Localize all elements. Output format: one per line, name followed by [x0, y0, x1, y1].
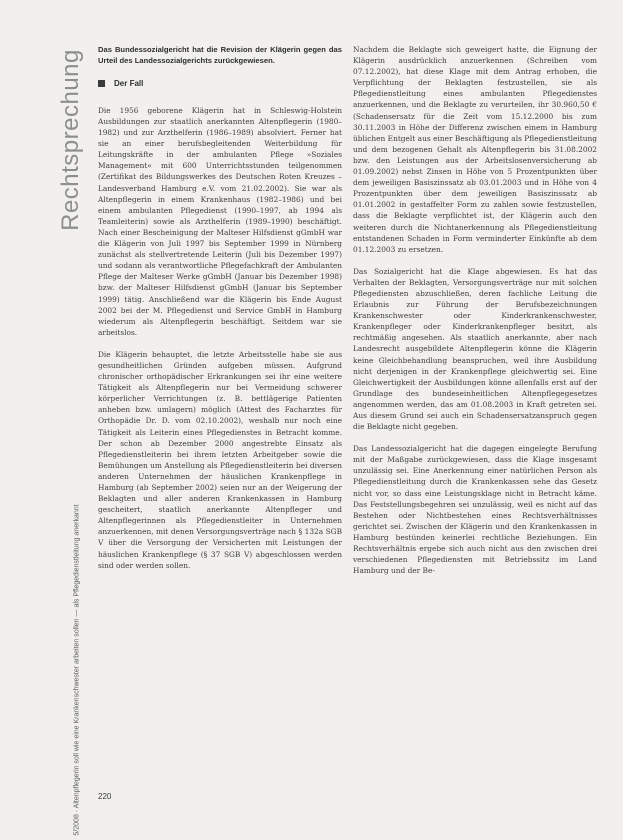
body-paragraph: Das Sozialgericht hat die Klage abgewiesen. Es hat das Verhalten der Beklagten, Versorgungsverträge nur mit solchen Pflegediensten abzuschließen, deren fachliche Leitung die Erlaubnis zur Führung der Berufsbezeichnungen Krankenschwester oder Kinderkrankenschwester, Krankenpfleger oder Kinderkrankenpfleger besitzt, als rechtmäßig angesehen. Als staatlich anerkannte, aber nach Landesrecht ausgebildete Altenpflegerin könne die Klägerin keine Gleichbehandlung beanspruchen, weil ihre Ausbildung nicht derjenigen in der Krankenpflege gleichwertig sei. Eine Gleichwertigkeit der Ausbildungen könne allenfalls erst auf der Grundlage des bundeseinheitlichen Altenpflegegesetzes angenommen werden, das am 01.08.2003 in Kraft getreten sei. Aus diesem Grund sei auch ein Schadensersatzanspruch gegen die Beklagte nicht gegeben.	[353, 266, 597, 432]
section-heading-text: Der Fall	[114, 78, 144, 88]
running-footer	[70, 500, 84, 840]
section-heading	[98, 78, 342, 89]
lead-paragraph: Das Bundessozialgericht hat die Revision der Klägerin gegen das Urteil des Landessozialgerichts zurückgewiesen.	[98, 45, 342, 66]
page-number: 220	[98, 792, 112, 801]
left-column	[98, 44, 342, 582]
body-paragraph: Das Landessozialgericht hat die dagegen eingelegte Berufung mit der Maßgabe zurückgewiesen, dass die Klage insgesamt unzulässig sei. Eine Anerkennung einer natürlichen Person als Pflegedienstleitung durch die Krankenkassen sehe das Gesetz nicht vor, so dass eine Leistungsklage nicht in Betracht käme. Das Feststellungsbegehren sei unzulässig, weil es nicht auf das Bestehen oder Nichtbestehen eines Rechtsverhältnisses gerichtet sei. Zwischen der Klägerin und den Krankenkassen in Hamburg bestünden keinerlei rechtliche Beziehungen. Ein Rechtsverhältnis ergebe sich auch nicht aus den zwischen drei verschiedenen Pflegediensten mit Betriebssitz im Land Hamburg und der Be-	[353, 444, 597, 576]
body-paragraph: Die 1956 geborene Klägerin hat in Schleswig-Holstein Ausbildungen zur staatlich anerkannten Altenpflegerin (1980–1982) und zur Arzthelferin (1986–1989) absolviert. Ferner hat sie an einer berufsbegleitenden Weiterbildung für Leitungskräfte in der ambulanten Pflege »Soziales Management« mit 600 Unterrichtsstunden teilgenommen (Zertifikat des Bildungswerkes des Deutschen Roten Kreuzes – Landesverband Hamburg e.V. vom 21.02.2002). Sie war als Altenpflegerin in einem Krankenhaus (1982–1986) und bei einem ambulanten Pflegedienst (1990–1997, ab 1994 als Teamleiterin) sowie als Arzthelferin (1989–1990) beschäftigt. Nach einer Bescheinigung der Malteser Hilfsdienst gGmbH war die Klägerin von Juli 1997 bis September 1999 in Nürnberg zunächst als stellvertretende Leiterin (Juli bis Dezember 1997) und sodann als verantwortliche Pflegefachkraft der Ambulanten Pflege der Malteser Werke gGmbH (Januar bis Dezember 1998) bzw. der Malteser Hilfsdienst gGmbH (Januar bis September 1999) tätig. Anschließend war die Klägerin bis Ende August 2002 bei der M. Pflegedienst und Service GmbH in Hamburg wiederum als Altenpflegerin beschäftigt. Seitdem war sie arbeitslos.	[98, 105, 342, 337]
right-column	[353, 44, 597, 587]
body-paragraph: Nachdem die Beklagte sich geweigert hatte, die Eignung der Klägerin ausdrücklich anzuerkennen (Schreiben vom 07.12.2002), hat diese Klage mit dem Antrag erhoben, die Verpflichtung der Beklagten festzustellen, sie als Pflegedienstleitung eines ambulanten Pflegedienstes anzuerkennen, und die Beklagte zu verurteilen, ihr 30.960,50 € (Schadensersatz für die Zeit vom 15.12.2000 bis zum 30.11.2003 in Höhe der Differenz zwischen einem in Hamburg üblichen Entgelt aus einer Beschäftigung als Pflegedienstleitung und dem bezogenen Gehalt als Altenpflegerin bis 31.08.2002 bzw. den Leistungen aus der Arbeitslosenversicherung ab 01.09.2002) nebst Zinsen in Höhe von 5 Prozentpunkten über dem jeweiligen Basiszinssatz ab 03.01.2003 und in Höhe von 4 Prozentpunkten über dem jeweiligen Basiszinssatz ab 01.01.2002 in gestaffelter Form zu zahlen sowie festzustellen, dass die Beklagte verpflichtet ist, der Klägerin auch den weiteren durch die Nichtanerkennung als Pflegedienstleitung entstandenen Schaden in Form verminderter Einkünfte ab dem 01.12.2003 zu ersetzen.	[353, 45, 597, 254]
running-footer-text: 5/2008 · Altenpflegerin soll wie eine Krankenschwester arbeiten sollen — als Pflegedienstleitung anerkannt	[73, 504, 81, 836]
square-bullet-icon	[98, 80, 105, 87]
body-paragraph: Die Klägerin behauptet, die letzte Arbeitsstelle habe sie aus gesundheitlichen Gründen aufgeben müssen. Aufgrund chronischer orthopädischer Erkrankungen sei ihr eine weitere Tätigkeit als Altenpflegerin nur bei Vermeidung schwerer körperlicher Verrichtungen (z. B. bettlägerige Patienten anheben bzw. umlagern) möglich (Attest des Facharztes für Orthopädie Dr. D. vom 02.10.2002), weshalb nur noch eine Tätigkeit als Leiterin eines Pflegedienstes in Betracht komme. Der schon ab Dezember 2000 angestrebte Einsatz als Pflegedienstleiterin bei ihrem letzten Arbeitgeber sowie die Bemühungen um Anstellung als Pflegedienstleiterin bei diversen anderen Unternehmen der häuslichen Krankenpflege in Hamburg (ab September 2002) seien nur an der Weigerung der Beklagten und aller anderen Krankenkassen in Hamburg gescheitert, staatlich anerkannte Altenpfleger und Altenpflegerinnen als Pflegedienstleiter in Unternehmen anzuerkennen, mit denen Versorgungsverträge nach § 132a SGB V über die Versorgung der Versicherten mit Leistungen der häuslichen Krankenpflege (§ 37 SGB V) abgeschlossen werden sind oder werden sollen.	[98, 349, 342, 570]
section-title-text: Rechtsprechung	[57, 49, 84, 231]
section-title-vertical	[46, 40, 96, 240]
